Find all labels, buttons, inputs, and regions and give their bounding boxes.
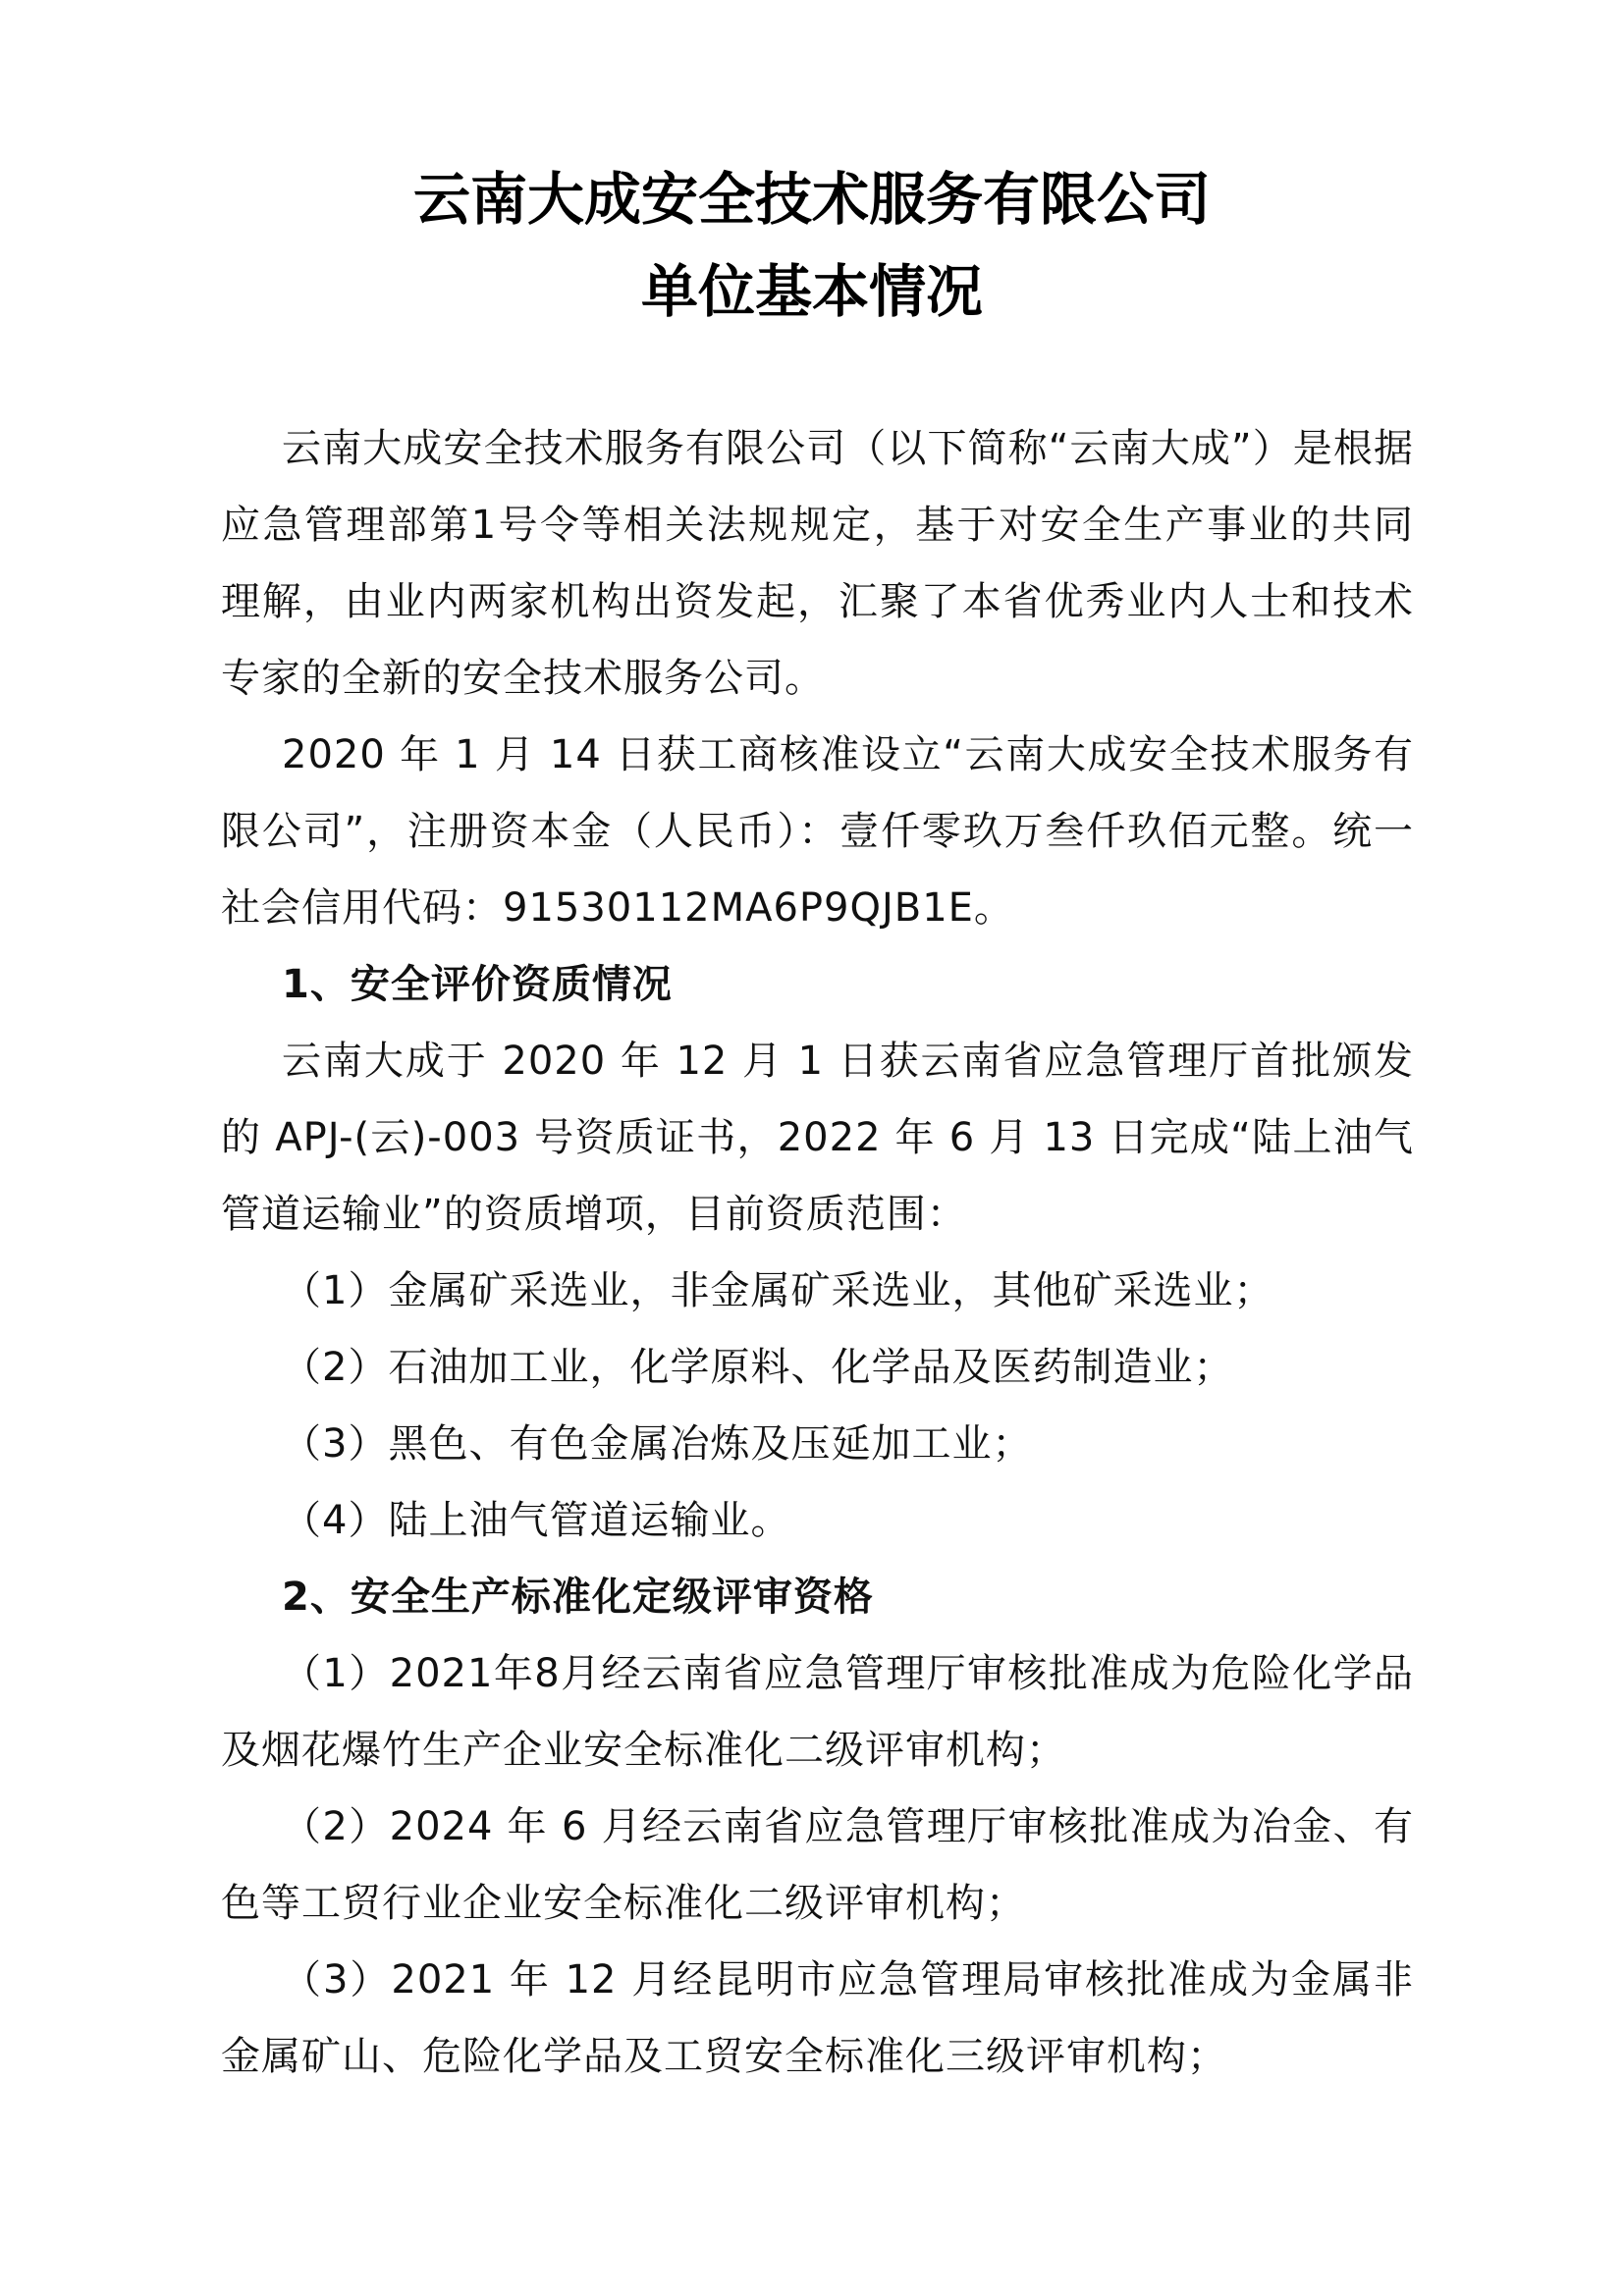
section-1-item: （1）金属矿采选业，非金属矿采选业，其他矿采选业； [282,1268,1274,1313]
section-2-heading: 2、安全生产标准化定级评审资格 [282,1575,874,1620]
intro-paragraph-2: 2020 年 1 月 14 日获工商核准设立“云南大成安全技术服务有限公司”，注册资本金（人民币）：壹仟零玖万叁仟玖佰元整。统一社会信用代码：91530112MA6P9QJB1E。 [221,732,1414,931]
document-body [221,410,1414,2095]
document-title: 云南大成安全技术服务有限公司 [412,166,1211,233]
section-1-heading: 1、安全评价资质情况 [282,962,673,1007]
section-1-paragraph: 云南大成于 2020 年 12 月 1 日获云南省应急管理厅首批颁发的 APJ-(云)-003 号资质证书，2022 年 6 月 13 日完成“陆上油气管道运输业”的资质增项，目前资质范围： [221,1039,1414,1237]
section-1-item: （4）陆上油气管道运输业。 [282,1498,791,1543]
section-1-item: （3）黑色、有色金属冶炼及压延加工业； [282,1421,1033,1467]
intro-paragraph-1: 云南大成安全技术服务有限公司（以下简称“云南大成”）是根据应急管理部第1号令等相关法规规定，基于对安全生产事业的共同理解，由业内两家机构出资发起，汇聚了本省优秀业内人士和技术专家的全新的安全技术服务公司。 [221,426,1414,701]
document-subtitle: 单位基本情况 [640,258,983,325]
section-2-item: （1）2021年8月经云南省应急管理厅审核批准成为危险化学品及烟花爆竹生产企业安全标准化二级评审机构； [221,1651,1414,1773]
section-2-item: （2）2024 年 6 月经云南省应急管理厅审核批准成为冶金、有色等工贸行业企业安全标准化二级评审机构； [221,1804,1414,1926]
section-2-item: （3）2021 年 12 月经昆明市应急管理局审核批准成为金属非金属矿山、危险化学品及工贸安全标准化三级评审机构； [221,1957,1414,2079]
section-1-item: （2）石油加工业，化学原料、化学品及医药制造业； [282,1345,1234,1390]
